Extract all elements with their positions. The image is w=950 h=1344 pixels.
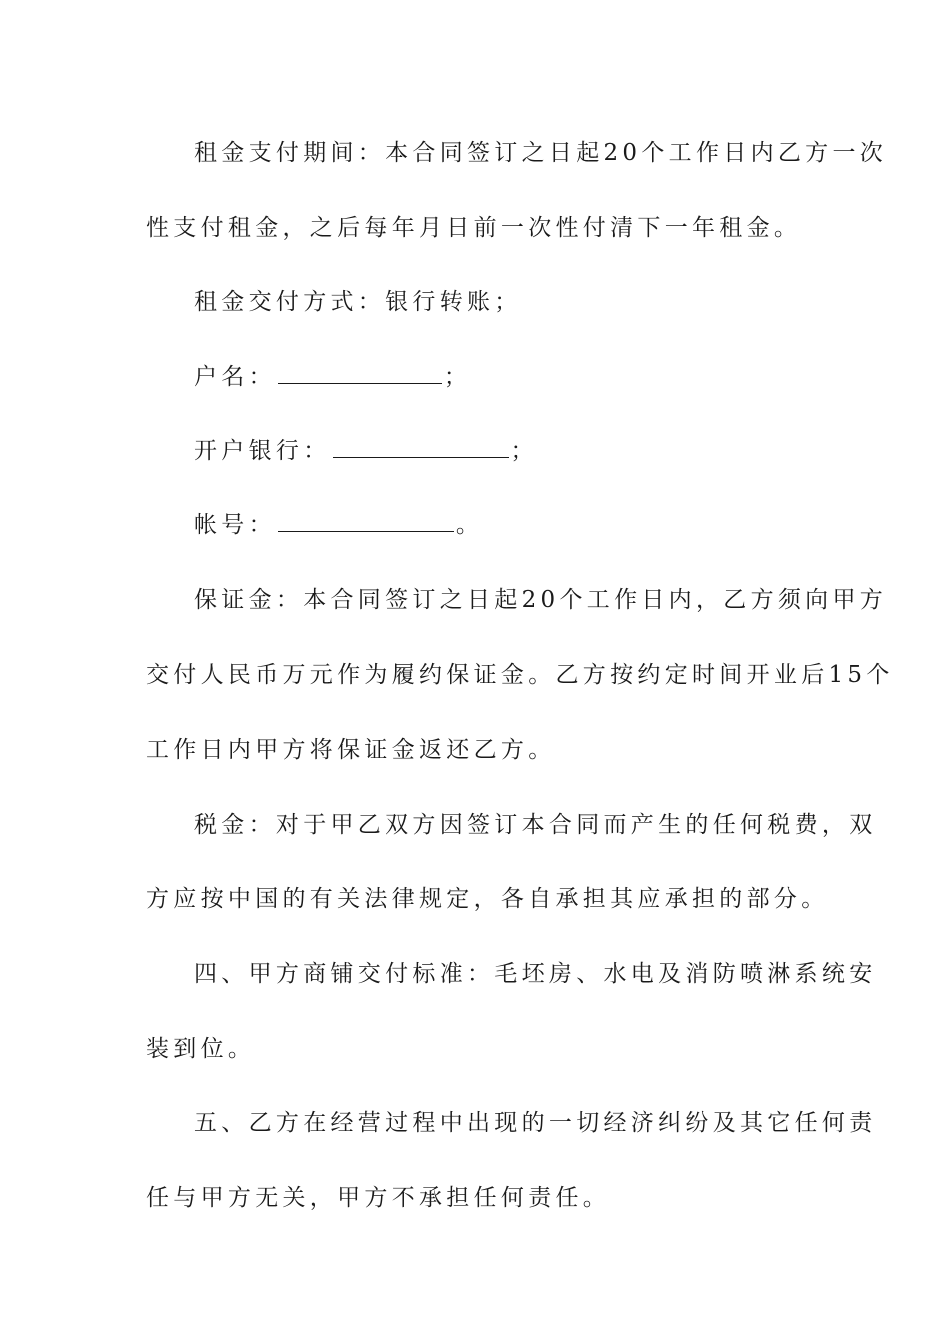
- account-name-row: [194, 361, 854, 393]
- bank-end: ；: [510, 438, 538, 464]
- paragraph-tax-line-1: 税金：对于甲乙双方因签订本合同而产生的任何税费，双: [194, 812, 877, 838]
- paragraph-deposit-line-1: 保证金：本合同签订之日起20个工作日内，乙方须向甲方: [194, 587, 888, 613]
- paragraph-clause-4-line-1: 四、甲方商铺交付标准：毛坯房、水电及消防喷淋系统安: [194, 961, 877, 987]
- account-number-end: 。: [455, 512, 484, 538]
- bank-label: 开户银行：: [194, 438, 331, 464]
- account-number-row: [194, 509, 854, 541]
- account-number-blank: [278, 511, 454, 532]
- bank-row: [194, 435, 854, 467]
- paragraph-payment-method: 租金交付方式：银行转账；: [194, 289, 522, 315]
- paragraph-rent-payment-line-2: 性支付租金，之后每年月日前一次性付清下一年租金。: [146, 215, 802, 241]
- paragraph-rent-payment-line-1: 租金支付期间：本合同签订之日起20个工作日内乙方一次: [194, 140, 888, 166]
- paragraph-deposit-line-3: 工作日内甲方将保证金返还乙方。: [146, 737, 556, 763]
- paragraph-clause-4-line-2: 装到位。: [146, 1036, 256, 1062]
- bank-blank: [333, 437, 509, 458]
- paragraph-clause-5-line-1: 五、乙方在经营过程中出现的一切经济纠纷及其它任何责: [194, 1110, 877, 1136]
- paragraph-tax-line-2: 方应按中国的有关法律规定，各自承担其应承担的部分。: [146, 886, 829, 912]
- account-name-blank: [278, 363, 442, 384]
- account-name-end: ；: [443, 364, 472, 390]
- account-name-label: 户名：: [194, 364, 276, 390]
- paragraph-deposit-line-2: 交付人民币万元作为履约保证金。乙方按约定时间开业后15个: [146, 662, 894, 688]
- paragraph-clause-5-line-2: 任与甲方无关，甲方不承担任何责任。: [146, 1185, 611, 1211]
- account-number-label: 帐号：: [194, 512, 276, 538]
